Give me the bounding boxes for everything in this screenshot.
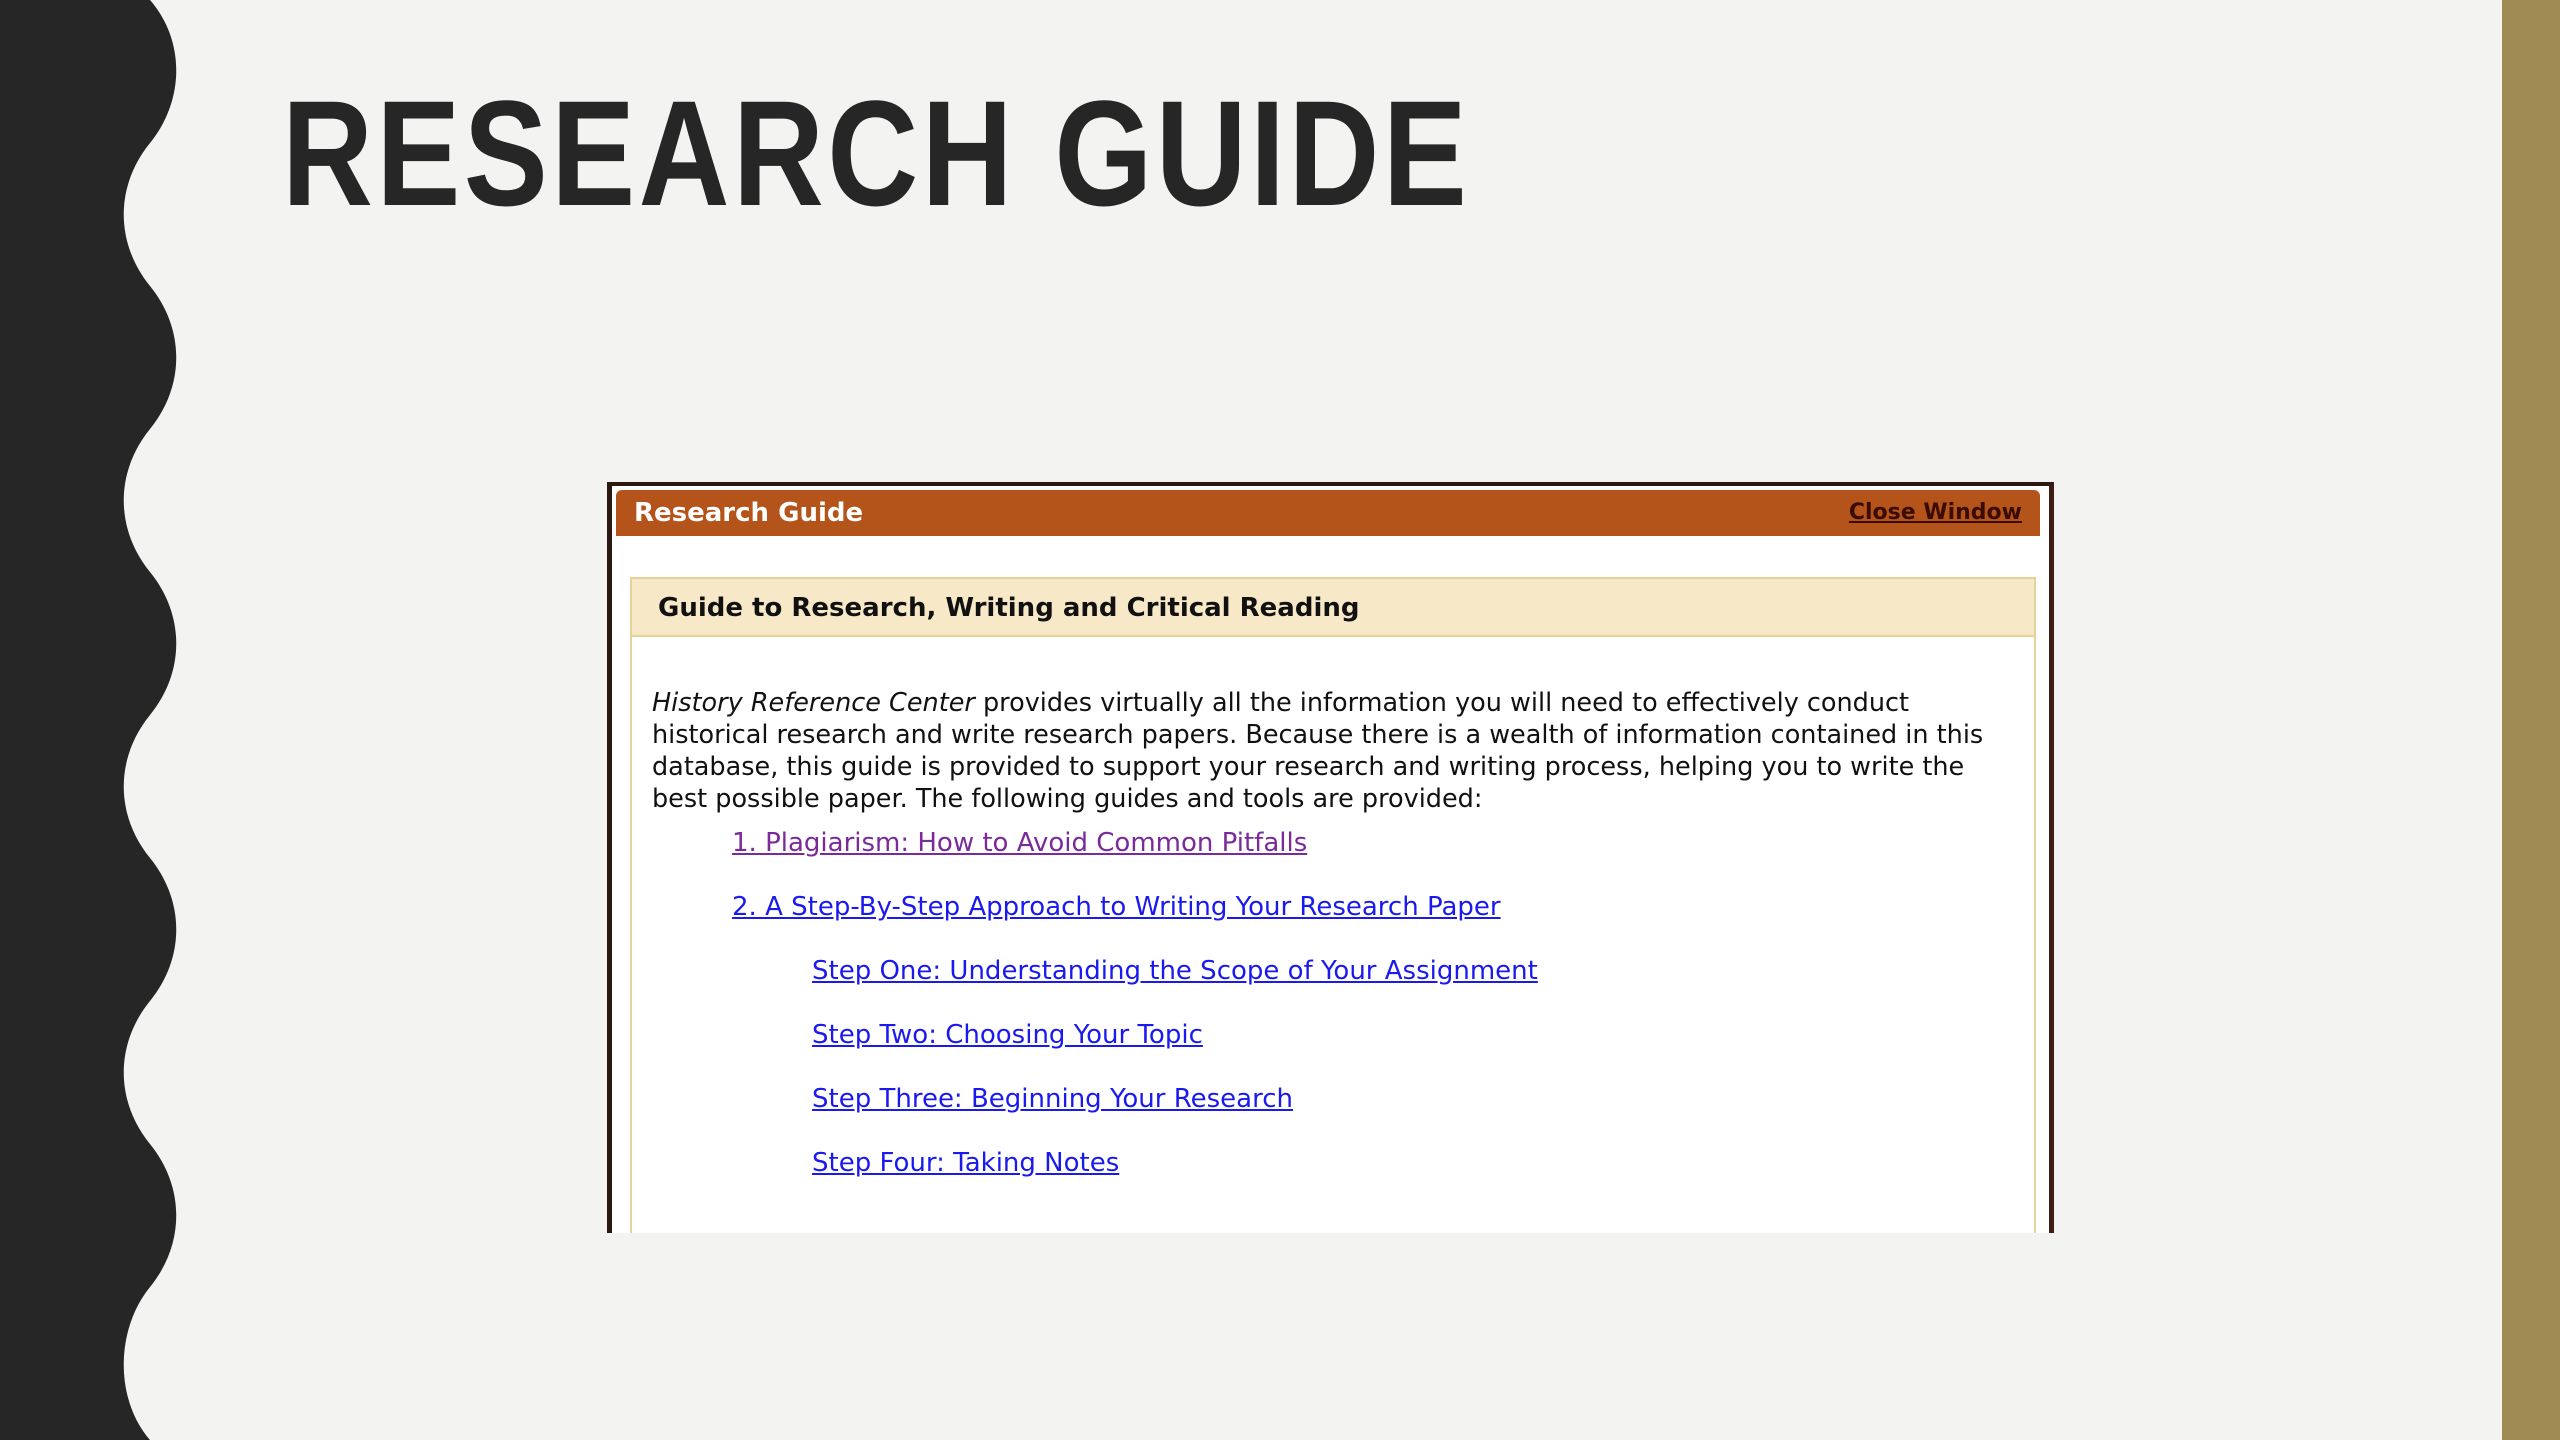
plagiarism-link[interactable]: 1. Plagiarism: How to Avoid Common Pitfalls [732,828,1308,858]
close-window-link[interactable]: Close Window [1848,500,2022,525]
guide-content-box [630,577,2036,1233]
content-heading: Guide to Research, Writing and Critical Reading [632,579,2034,637]
guide-link-list [632,579,2034,1233]
window-title: Research Guide [634,498,864,528]
gold-accent-bar [2502,0,2560,1440]
research-guide-window [607,482,2054,1233]
slide-title: RESEARCH GUIDE [282,69,1471,237]
wavy-left-band [0,0,200,1440]
window-header [616,490,2040,536]
step-four-link[interactable]: Step Four: Taking Notes [812,1148,1120,1178]
step-two-link[interactable]: Step Two: Choosing Your Topic [812,1020,1203,1050]
intro-text: provides virtually all the information you will need to effectively conduct historical research and write research papers. Because there is a wealth of information contained in this database, this guide is provided to support your research and writing process, helping you to write the best possible paper. The following guides and tools are provided: [652,688,1984,814]
step-by-step-link[interactable]: 2. A Step-By-Step Approach to Writing Your Research Paper [732,892,1501,922]
step-one-link[interactable]: Step One: Understanding the Scope of Your Assignment [812,956,1538,986]
step-three-link[interactable]: Step Three: Beginning Your Research [812,1084,1293,1114]
intro-database-name: History Reference Center [652,688,975,718]
